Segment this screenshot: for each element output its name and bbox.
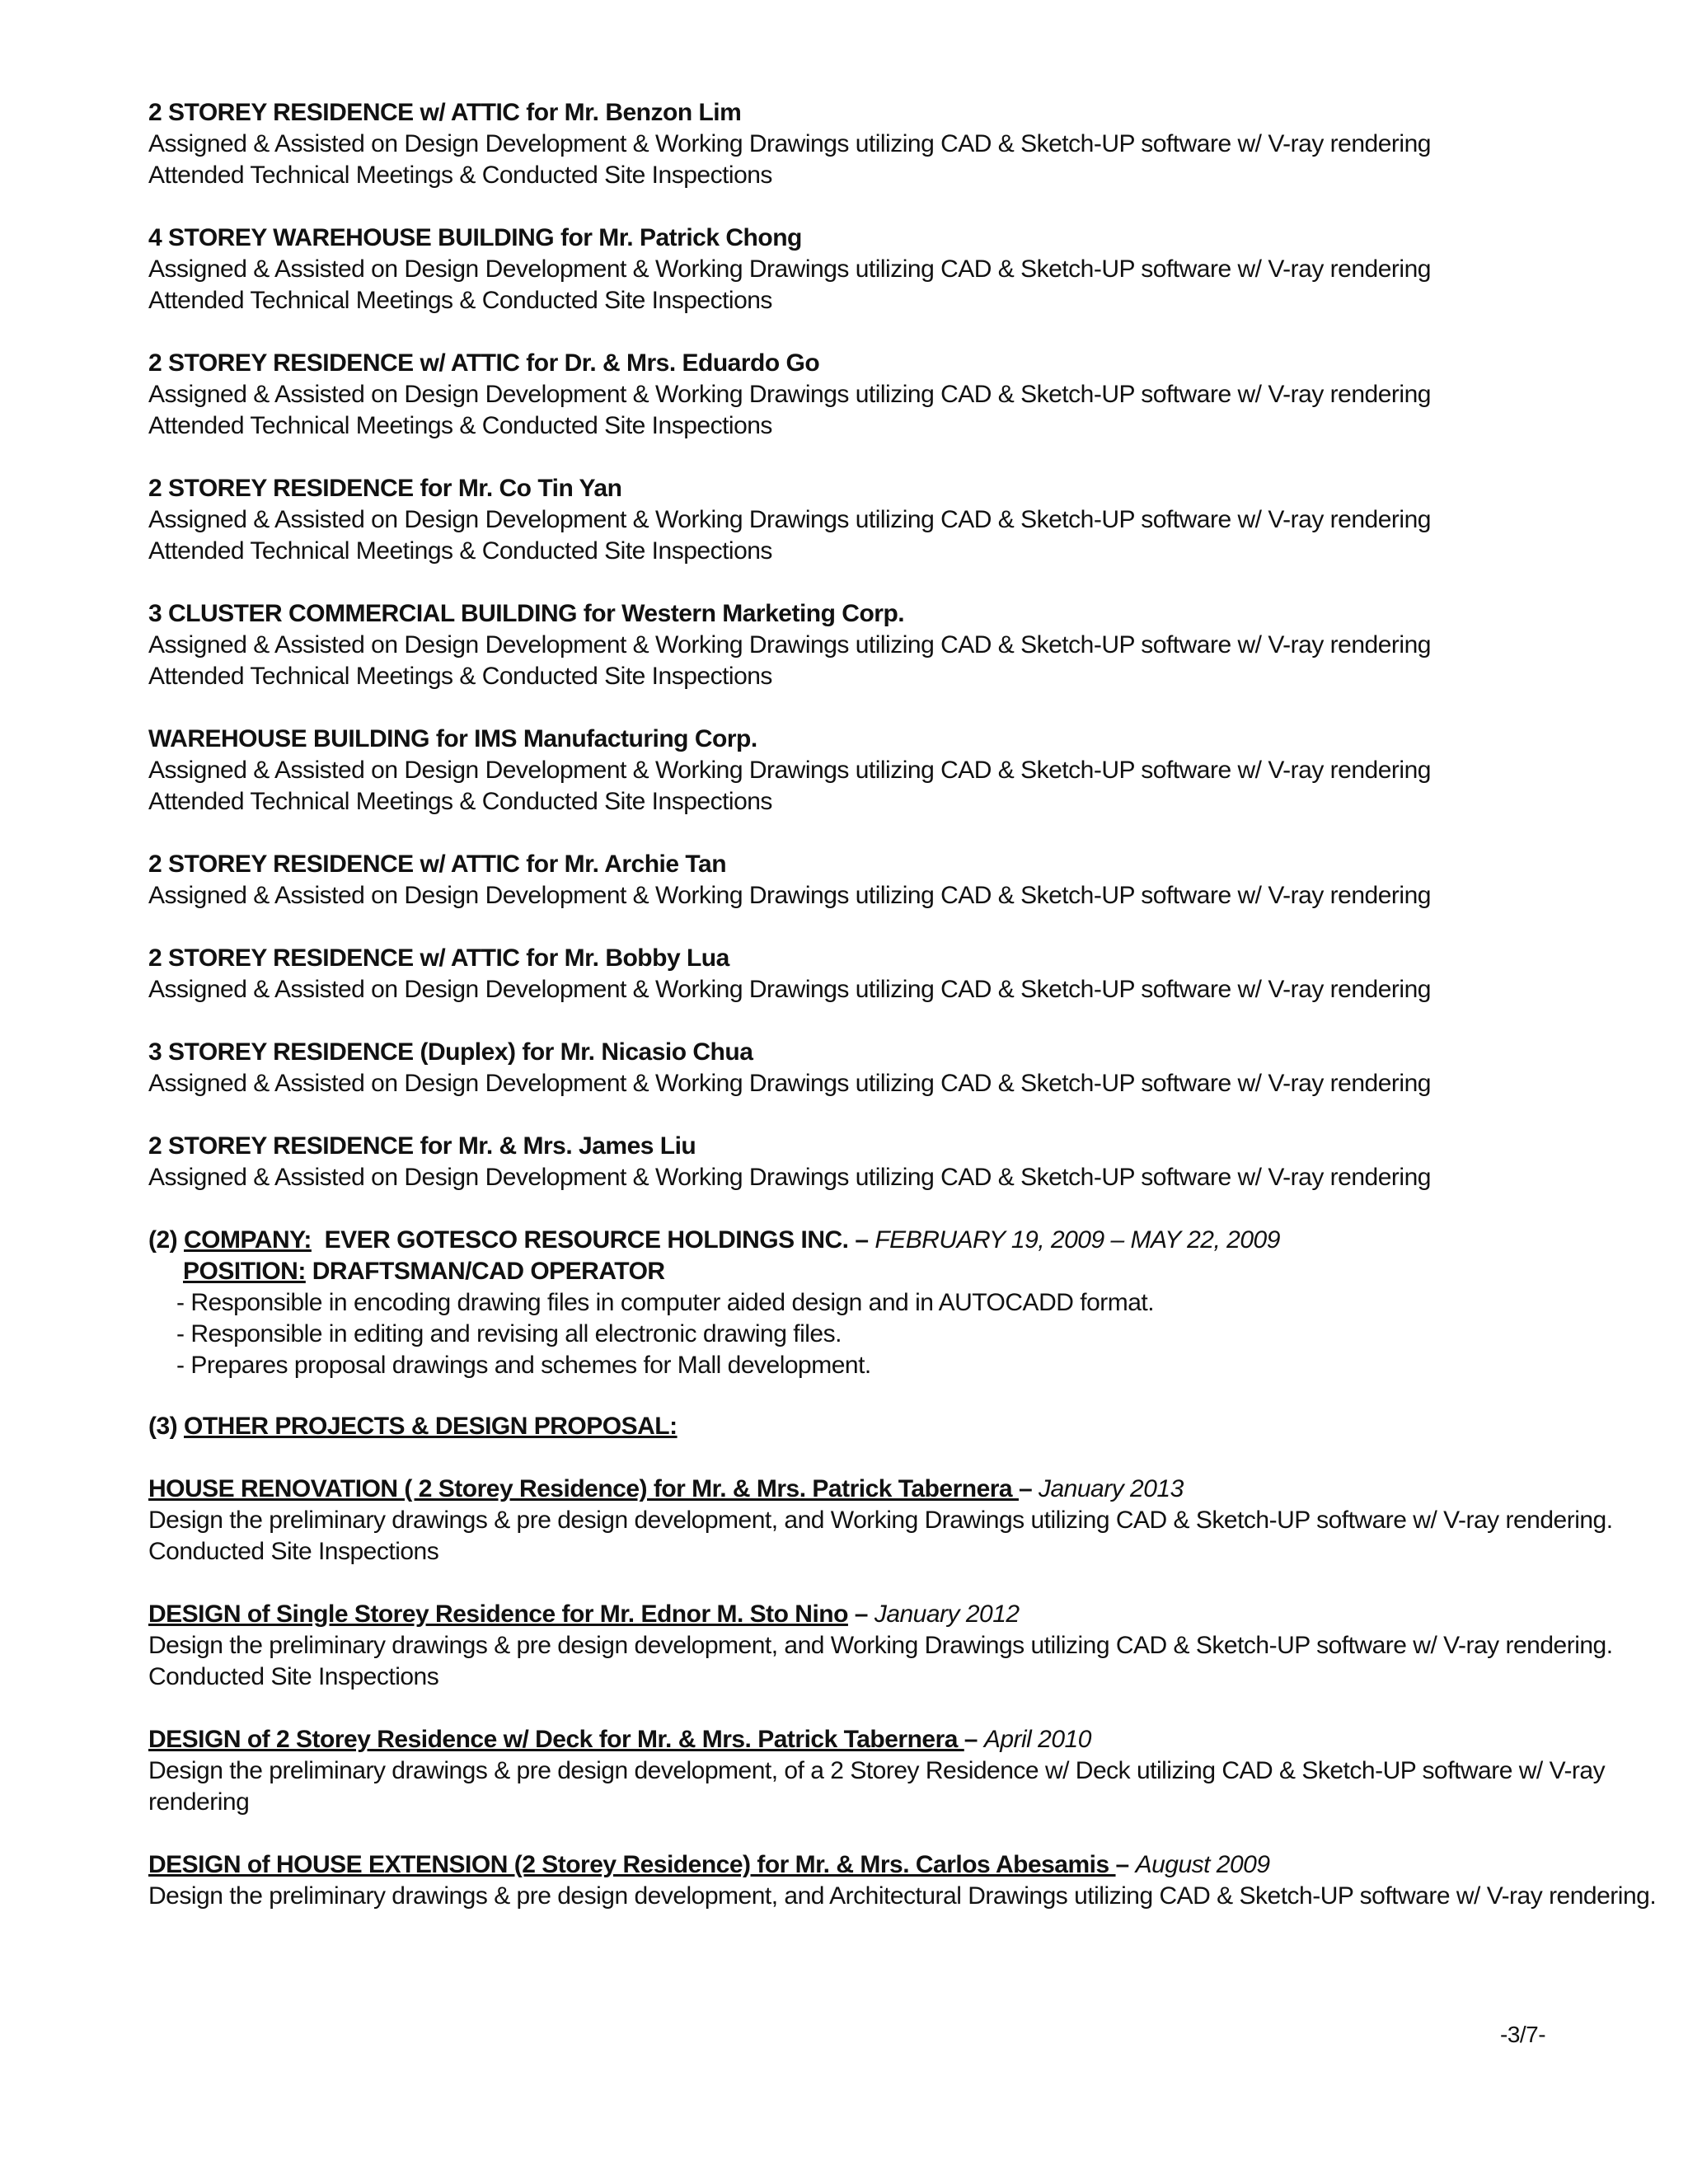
design-proposal-entry <box>148 1599 1615 1693</box>
project-entry <box>148 943 1615 1005</box>
company-section <box>148 1225 1615 1381</box>
proposal-dash: – <box>854 1601 868 1628</box>
proposal-title: DESIGN of 2 Storey Residence w/ Deck for Mr. & Mrs. Patrick Tabernera <box>148 1726 964 1753</box>
section-number: (2) <box>148 1226 178 1254</box>
project-line: Attended Technical Meetings & Conducted Site Inspections <box>148 287 772 314</box>
project-entry <box>148 724 1615 818</box>
project-title: 2 STOREY RESIDENCE w/ ATTIC for Mr. Archie Tan <box>148 851 727 878</box>
section-heading: OTHER PROJECTS & DESIGN PROPOSAL: <box>184 1413 678 1440</box>
project-line: Assigned & Assisted on Design Development & Working Drawings utilizing CAD & Sketch-UP software w/ V-ray rendering <box>148 1164 1431 1191</box>
project-line: Assigned & Assisted on Design Development & Working Drawings utilizing CAD & Sketch-UP software w/ V-ray rendering <box>148 130 1431 157</box>
project-entry <box>148 598 1615 692</box>
project-line: Assigned & Assisted on Design Development & Working Drawings utilizing CAD & Sketch-UP software w/ V-ray rendering <box>148 882 1431 909</box>
project-entry <box>148 348 1615 442</box>
project-entry <box>148 97 1615 191</box>
project-line: Assigned & Assisted on Design Development & Working Drawings utilizing CAD & Sketch-UP software w/ V-ray rendering <box>148 976 1431 1003</box>
project-title: 3 CLUSTER COMMERCIAL BUILDING for Western Marketing Corp. <box>148 600 905 627</box>
project-entry <box>148 473 1615 567</box>
project-line: Attended Technical Meetings & Conducted Site Inspections <box>148 162 772 189</box>
project-line: Attended Technical Meetings & Conducted Site Inspections <box>148 788 772 815</box>
position-line <box>148 1256 1615 1287</box>
project-entry <box>148 1131 1615 1193</box>
proposal-dash: – <box>1115 1851 1129 1878</box>
project-line: Attended Technical Meetings & Conducted Site Inspections <box>148 412 772 439</box>
proposal-line: Design the preliminary drawings & pre design development, and Working Drawings utilizing CAD & Sketch-UP software w/ V-ray rendering. <box>148 1507 1613 1534</box>
project-title: WAREHOUSE BUILDING for IMS Manufacturing Corp. <box>148 725 757 752</box>
proposal-title: DESIGN of Single Storey Residence for Mr. Ednor M. Sto Nino <box>148 1601 848 1628</box>
section-number: (3) <box>148 1413 178 1440</box>
company-name: EVER GOTESCO RESOURCE HOLDINGS INC. – <box>324 1226 869 1254</box>
project-entry <box>148 1037 1615 1099</box>
duty-item: - Responsible in encoding drawing files in computer aided design and in AUTOCADD format. <box>176 1289 1155 1316</box>
project-line: Assigned & Assisted on Design Development & Working Drawings utilizing CAD & Sketch-UP software w/ V-ray rendering <box>148 381 1431 408</box>
duty-item: - Responsible in editing and revising all electronic drawing files. <box>176 1320 842 1347</box>
project-line: Assigned & Assisted on Design Development & Working Drawings utilizing CAD & Sketch-UP software w/ V-ray rendering <box>148 1070 1431 1097</box>
project-title: 4 STOREY WAREHOUSE BUILDING for Mr. Patrick Chong <box>148 224 802 251</box>
project-title: 2 STOREY RESIDENCE w/ ATTIC for Dr. & Mrs. Eduardo Go <box>148 349 820 377</box>
project-entry <box>148 849 1615 912</box>
project-title: 2 STOREY RESIDENCE w/ ATTIC for Mr. Bobby Lua <box>148 944 729 972</box>
project-line: Attended Technical Meetings & Conducted Site Inspections <box>148 663 772 690</box>
project-line: Assigned & Assisted on Design Development & Working Drawings utilizing CAD & Sketch-UP software w/ V-ray rendering <box>148 255 1431 283</box>
proposal-date: April 2010 <box>983 1726 1091 1753</box>
proposal-line: Conducted Site Inspections <box>148 1538 439 1565</box>
proposal-line: Design the preliminary drawings & pre design development, and Architectural Drawings utilizing CAD & Sketch-UP software w/ V-ray rendering. <box>148 1882 1657 1910</box>
position-title: DRAFTSMAN/CAD OPERATOR <box>312 1258 665 1285</box>
project-line: Assigned & Assisted on Design Development & Working Drawings utilizing CAD & Sketch-UP software w/ V-ray rendering <box>148 631 1431 658</box>
design-proposal-entry <box>148 1849 1657 1912</box>
employment-dates: FEBRUARY 19, 2009 – MAY 22, 2009 <box>874 1226 1280 1254</box>
duty-item: - Prepares proposal drawings and schemes for Mall development. <box>176 1352 871 1379</box>
proposal-date: January 2012 <box>874 1601 1020 1628</box>
design-proposal-entry <box>148 1724 1615 1818</box>
company-label: COMPANY: <box>184 1226 312 1254</box>
position-label: POSITION: <box>183 1258 306 1285</box>
project-line: Assigned & Assisted on Design Development & Working Drawings utilizing CAD & Sketch-UP software w/ V-ray rendering <box>148 757 1431 784</box>
company-header <box>148 1225 1615 1256</box>
project-title: 2 STOREY RESIDENCE for Mr. & Mrs. James Liu <box>148 1132 696 1160</box>
proposal-dash: – <box>964 1726 978 1753</box>
proposal-title: DESIGN of HOUSE EXTENSION (2 Storey Residence) for Mr. & Mrs. Carlos Abesamis <box>148 1851 1116 1878</box>
project-title: 2 STOREY RESIDENCE w/ ATTIC for Mr. Benzon Lim <box>148 99 742 126</box>
other-projects-heading <box>148 1411 1615 1442</box>
proposal-date: August 2009 <box>1135 1851 1270 1878</box>
project-title: 2 STOREY RESIDENCE for Mr. Co Tin Yan <box>148 475 622 502</box>
proposal-line: Design the preliminary drawings & pre design development, of a 2 Storey Residence w/ Deck utilizing CAD & Sketch-UP software w/ V-ray <box>148 1757 1606 1784</box>
proposal-date: January 2013 <box>1038 1475 1184 1502</box>
proposal-title: HOUSE RENOVATION ( 2 Storey Residence) for Mr. & Mrs. Patrick Tabernera <box>148 1475 1019 1502</box>
project-entry <box>148 223 1615 316</box>
page-number: -3/7- <box>1500 2022 1546 2047</box>
project-line: Assigned & Assisted on Design Development & Working Drawings utilizing CAD & Sketch-UP software w/ V-ray rendering <box>148 506 1431 533</box>
proposal-line: Design the preliminary drawings & pre design development, and Working Drawings utilizing CAD & Sketch-UP software w/ V-ray rendering. <box>148 1632 1613 1659</box>
proposal-line: rendering <box>148 1788 250 1816</box>
project-line: Attended Technical Meetings & Conducted Site Inspections <box>148 537 772 565</box>
proposal-dash: – <box>1018 1475 1033 1502</box>
project-title: 3 STOREY RESIDENCE (Duplex) for Mr. Nicasio Chua <box>148 1038 753 1066</box>
design-proposal-entry <box>148 1474 1615 1568</box>
proposal-line: Conducted Site Inspections <box>148 1663 439 1690</box>
